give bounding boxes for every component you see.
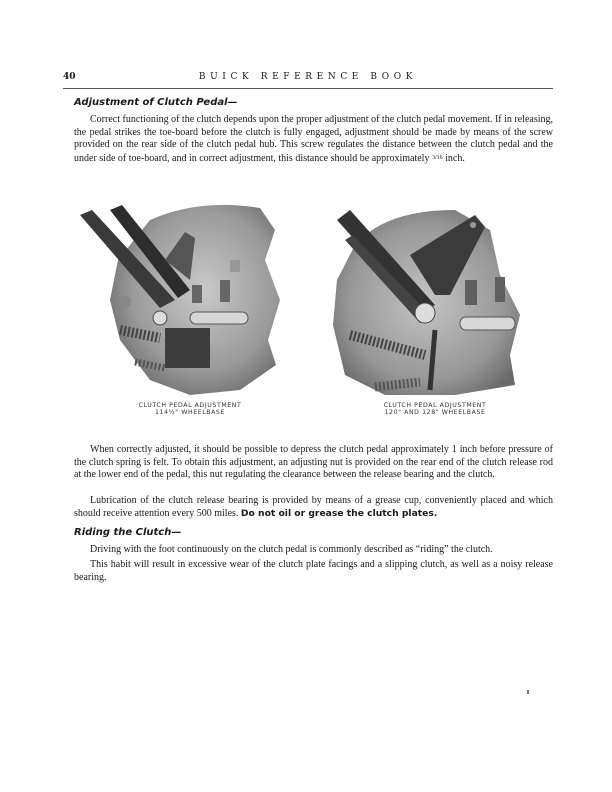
clutch-pedal-photo-1 — [80, 190, 310, 400]
lubrication-text: Lubrication of the clutch release bearing is provided by means of a grease cup, conveniently placed and which should receive attention every 500 miles. — [74, 495, 553, 519]
section-heading-clutch-adjustment: Adjustment of Clutch Pedal— — [74, 97, 238, 108]
figure-clutch-120-128-wheelbase — [325, 195, 545, 420]
body-paragraph-1: When correctly adjusted, it should be possible to depress the clutch pedal approximately 1 inch before pressure of the clutch spring is felt. To obtain this adjustment, an adjusting nut is provided on the rear end of the clutch release rod at the lower end of the pedal, this nut regulating the clearance between the release bearing and the clutch. — [74, 444, 553, 481]
scan-artifact — [527, 690, 529, 694]
warning-text: Do not oil or grease the clutch plates. — [240, 507, 438, 519]
figure-clutch-114-wheelbase — [80, 190, 310, 415]
intro-paragraph — [74, 114, 553, 165]
intro-text-end: inch. — [442, 152, 465, 164]
caption-title-1: CLUTCH PEDAL ADJUSTMENT — [138, 402, 242, 409]
clutch-pedal-photo-2 — [325, 195, 545, 400]
caption-wheelbase-2: 120" AND 128" WHEELBASE — [384, 409, 486, 416]
body-paragraph-2 — [74, 495, 553, 520]
figure-caption-2 — [345, 402, 525, 416]
caption-title-2: CLUTCH PEDAL ADJUSTMENT — [383, 402, 487, 409]
fraction: 3/16 — [431, 154, 443, 161]
header-rule — [63, 88, 553, 89]
caption-wheelbase-1: 114½" WHEELBASE — [155, 409, 225, 416]
section-heading-riding-clutch: Riding the Clutch— — [74, 527, 182, 538]
figure-caption-1 — [110, 402, 270, 416]
riding-paragraph-1: Driving with the foot continuously on the clutch pedal is commonly described as “riding” the clutch. — [90, 544, 493, 555]
page-number: 40 — [63, 72, 76, 82]
intro-text: Correct functioning of the clutch depends upon the proper adjustment of the clutch pedal movement. If in releasing, the pedal strikes the toe-board before the clutch is fully engaged, adjustment should be made by means of the screw provided on the rear side of the clutch pedal hub. This screw regulates the distance between the clutch pedal and the under side of toe-board, and in correct adjustment, this distance should be approximately — [74, 114, 553, 164]
riding-paragraph-2: This habit will result in excessive wear of the clutch plate facings and a slipping clutch, as well as a noisy release bearing. — [74, 559, 553, 583]
page-header — [63, 72, 553, 86]
running-title: BUICK REFERENCE BOOK — [198, 72, 418, 82]
